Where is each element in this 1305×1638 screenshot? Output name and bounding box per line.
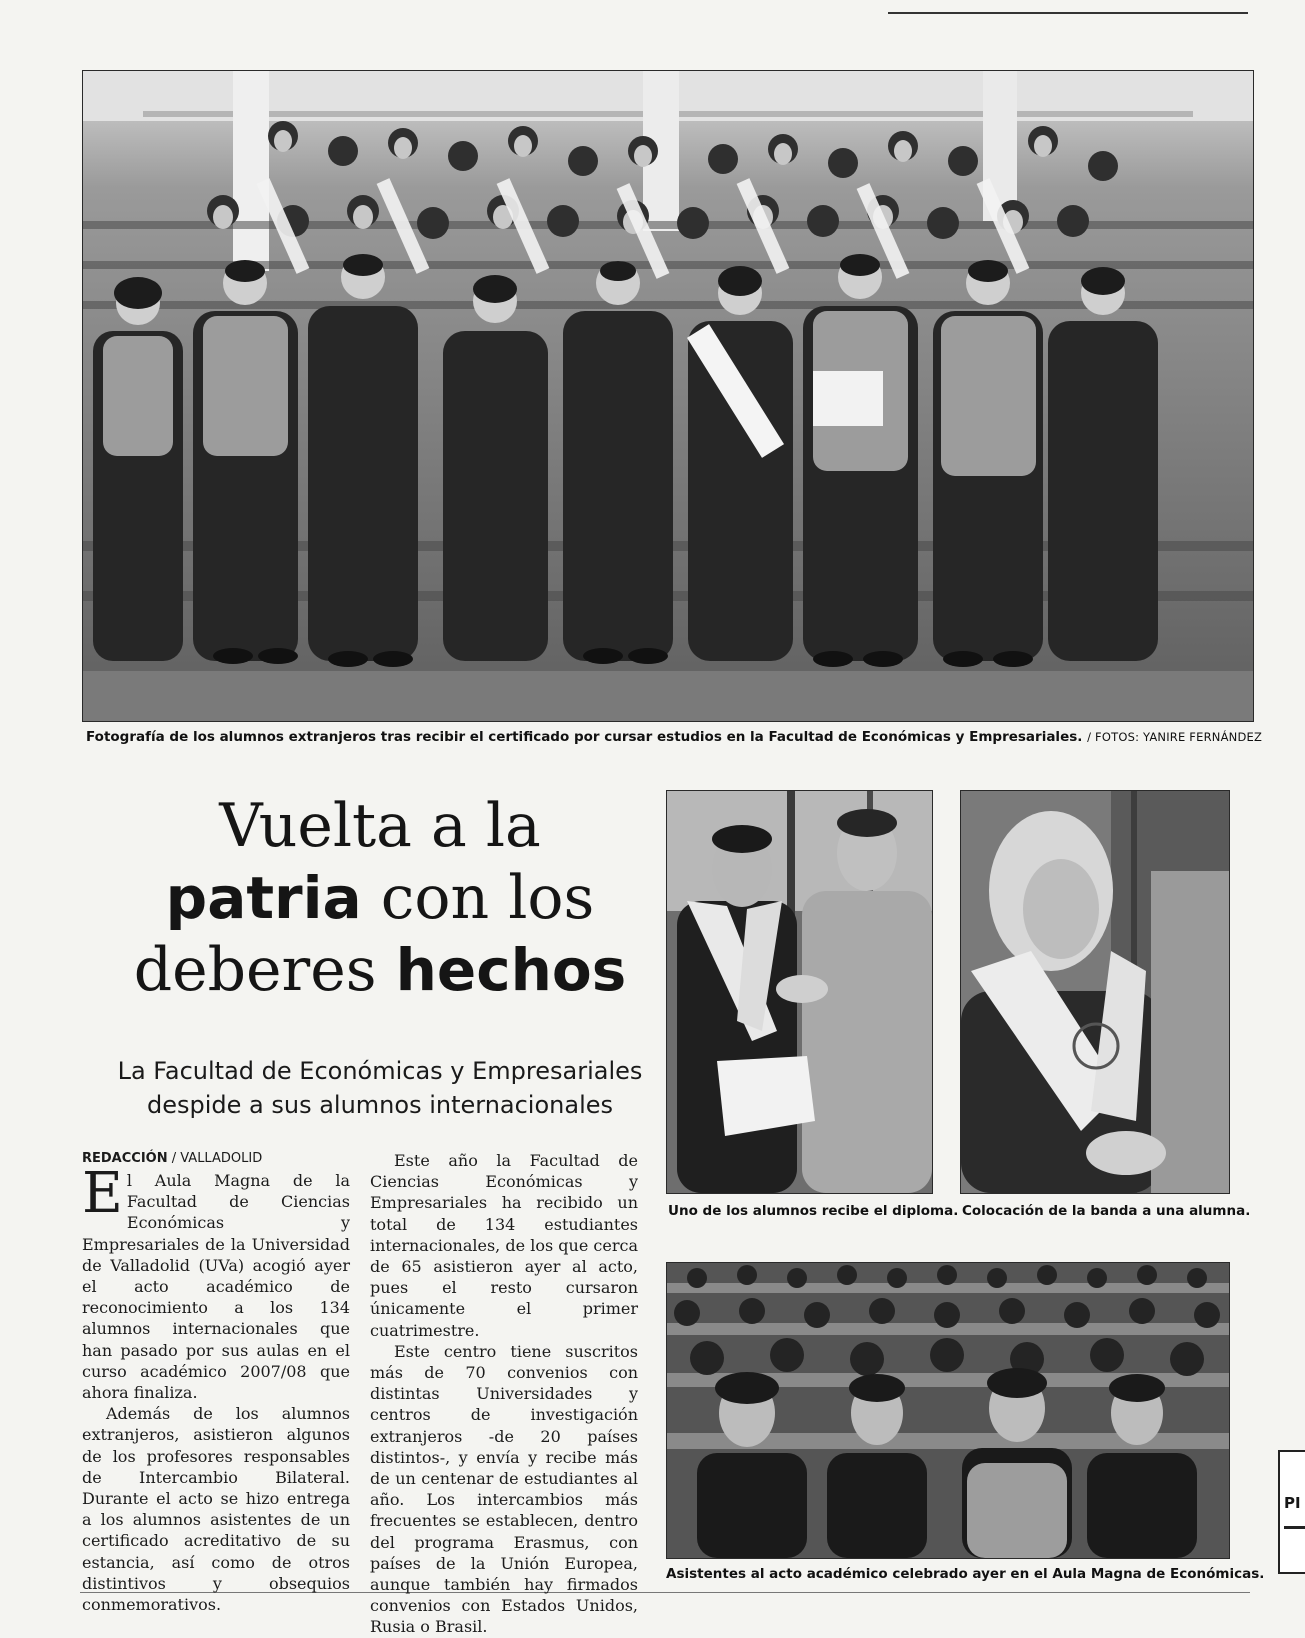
- byline: [82, 1150, 350, 1168]
- diploma-photo-image: [667, 791, 932, 1193]
- top-rule: [888, 12, 1248, 14]
- article-column-1: [82, 1150, 350, 1615]
- subheadline-line-2: despide a sus alumnos internacionales: [146, 1091, 614, 1119]
- subheadline: [70, 1054, 690, 1122]
- diploma-photo: [666, 790, 933, 1194]
- article-paragraph-1: [82, 1161, 350, 1403]
- audience-photo: [666, 1262, 1230, 1559]
- headline-bold-word-hechos: hechos: [395, 936, 627, 1004]
- headline-line-3-start: deberes: [133, 935, 396, 1005]
- diploma-photo-caption: Uno de los alumnos recibe el diploma.: [668, 1203, 959, 1219]
- article-paragraph-2: Además de los alumnos extranjeros, asistieron algunos de los profesores responsables de Intercambio Bilateral. Durante el acto se hizo entrega a los alumnos asistentes de un certificado acreditativo de su estancia, así como de otros distintivos y obsequios conmemorativos.: [82, 1404, 350, 1615]
- article-paragraph-4: Este centro tiene suscritos más de 70 convenios con distintas Universidades y centros de investigación extranjeros -de 20 países distintos-, y envía y recibe más de un centenar de estudiantes al año. Los intercambios más frecuentes se establecen, dentro del programa Erasmus, con países de la Unión Europea, aunque también hay firmados convenios con Estados Unidos, Rusia o Brasil.: [370, 1341, 638, 1637]
- sash-photo-caption: Colocación de la banda a una alumna.: [962, 1203, 1251, 1219]
- article-paragraph-3: Este año la Facultad de Ciencias Económicas y Empresariales ha recibido un total de 134 estudiantes internacionales, de los que cerca de 65 asistieron ayer al acto, pues el resto cursaron únicamente el primer cuatrimestre.: [370, 1151, 638, 1340]
- headline: [100, 790, 660, 1006]
- article-column-2: [370, 1150, 638, 1638]
- edge-section-tab-label: PI: [1284, 1494, 1301, 1512]
- group-photo-image: [83, 71, 1253, 721]
- audience-photo-caption: Asistentes al acto académico celebrado ayer en el Aula Magna de Económicas.: [666, 1566, 1265, 1582]
- audience-photo-image: [667, 1263, 1229, 1558]
- article-paragraph-1-text: l Aula Magna de la Facultad de Ciencias Económicas y Empresariales de la Universidad de Valladolid (UVa) acogió ayer el acto académico de reconocimiento a los 134 alumnos internacionales que han pasado por sus aulas en el curso académico 2007/08 que ahora finaliza.: [82, 1171, 350, 1403]
- group-photo-caption: [86, 729, 1262, 745]
- edge-section-tab: [1278, 1450, 1305, 1574]
- headline-line-1: Vuelta a la: [219, 791, 541, 861]
- edge-section-tab-bar: [1284, 1526, 1305, 1529]
- byline-author: REDACCIÓN: [82, 1151, 168, 1166]
- drop-cap: E: [82, 1161, 123, 1226]
- sash-photo: [960, 790, 1230, 1194]
- byline-place: / VALLADOLID: [167, 1151, 263, 1166]
- headline-bold-word-patria: patria: [165, 864, 362, 932]
- group-photo-caption-text: Fotografía de los alumnos extranjeros tras recibir el certificado por cursar estudios en la Facultad de Económicas y Empresariales.: [86, 729, 1083, 745]
- photo-credit: / FOTOS: YANIRE FERNÁNDEZ: [1087, 730, 1263, 744]
- subheadline-line-1: La Facultad de Económicas y Empresariales: [117, 1057, 643, 1085]
- headline-line-2-rest: con los: [361, 863, 595, 933]
- sash-photo-image: [961, 791, 1229, 1193]
- group-photo: [82, 70, 1254, 722]
